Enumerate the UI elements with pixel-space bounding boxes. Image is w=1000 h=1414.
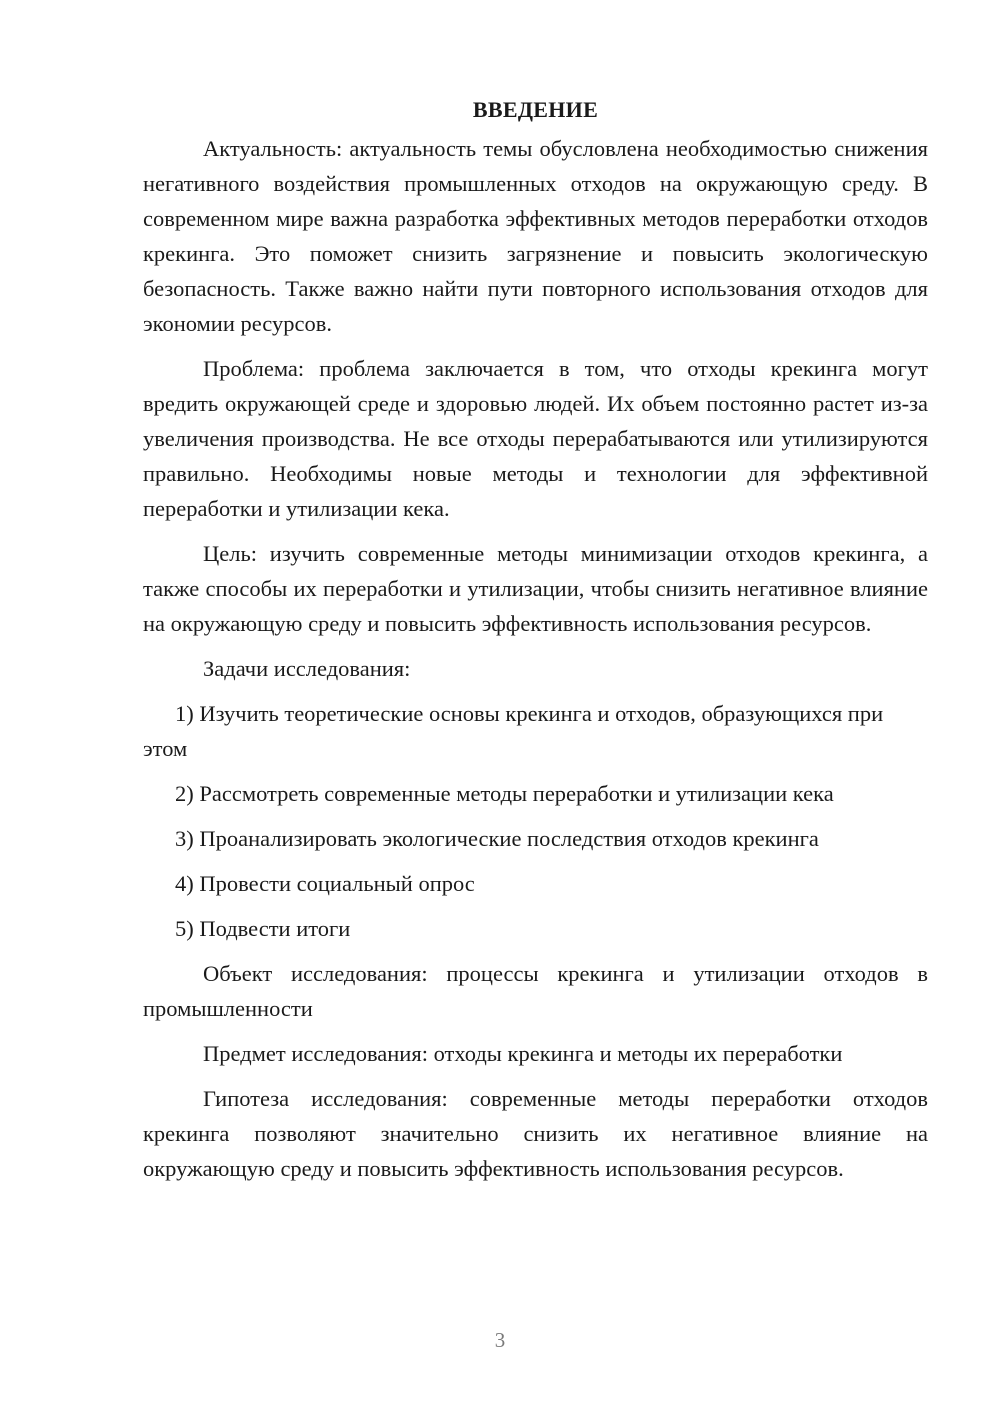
task-item-3: 3) Проанализировать экологические последствия отходов крекинга xyxy=(175,826,819,851)
goal-paragraph: Цель: изучить современные методы минимизации отходов крекинга, а также способы их переработки и утилизации, чтобы снизить негативное влияние на окружающую среду и повысить эффективность использования ресурсов. xyxy=(143,541,928,636)
page-body xyxy=(143,92,928,1196)
hypothesis-paragraph: Гипотеза исследования: современные методы переработки отходов крекинга позволяют значительно снизить их негативное влияние на окружающую среду и повысить эффективность использования ресурсов. xyxy=(143,1086,928,1181)
relevance-paragraph: Актуальность: актуальность темы обусловлена необходимостью снижения негативного воздействия промышленных отходов на окружающую среду. В современном мире важна разработка эффективных методов переработки отходов крекинга. Это поможет снизить загрязнение и повысить экологическую безопасность. Также важно найти пути повторного использования отходов для экономии ресурсов. xyxy=(143,136,928,336)
page-number: 3 xyxy=(494,1328,506,1352)
subject-paragraph: Предмет исследования: отходы крекинга и методы их переработки xyxy=(203,1041,843,1066)
section-title: ВВЕДЕНИЕ xyxy=(472,97,599,122)
object-paragraph: Объект исследования: процессы крекинга и утилизации отходов в промышленности xyxy=(143,961,928,1021)
problem-paragraph: Проблема: проблема заключается в том, что отходы крекинга могут вредить окружающей среде и здоровью людей. Их объем постоянно растет из-за увеличения производства. Не все отходы перерабатываются или утилизируются правильно. Необходимы новые методы и технологии для эффективной переработки и утилизации кека. xyxy=(143,356,928,521)
task-item-2: 2) Рассмотреть современные методы переработки и утилизации кека xyxy=(175,781,834,806)
task-item-1: 1) Изучить теоретические основы крекинга и отходов, образующихся при этом xyxy=(143,701,884,761)
task-item-5: 5) Подвести итоги xyxy=(175,916,351,941)
task-item-4: 4) Провести социальный опрос xyxy=(175,871,475,896)
tasks-heading: Задачи исследования: xyxy=(203,656,411,681)
